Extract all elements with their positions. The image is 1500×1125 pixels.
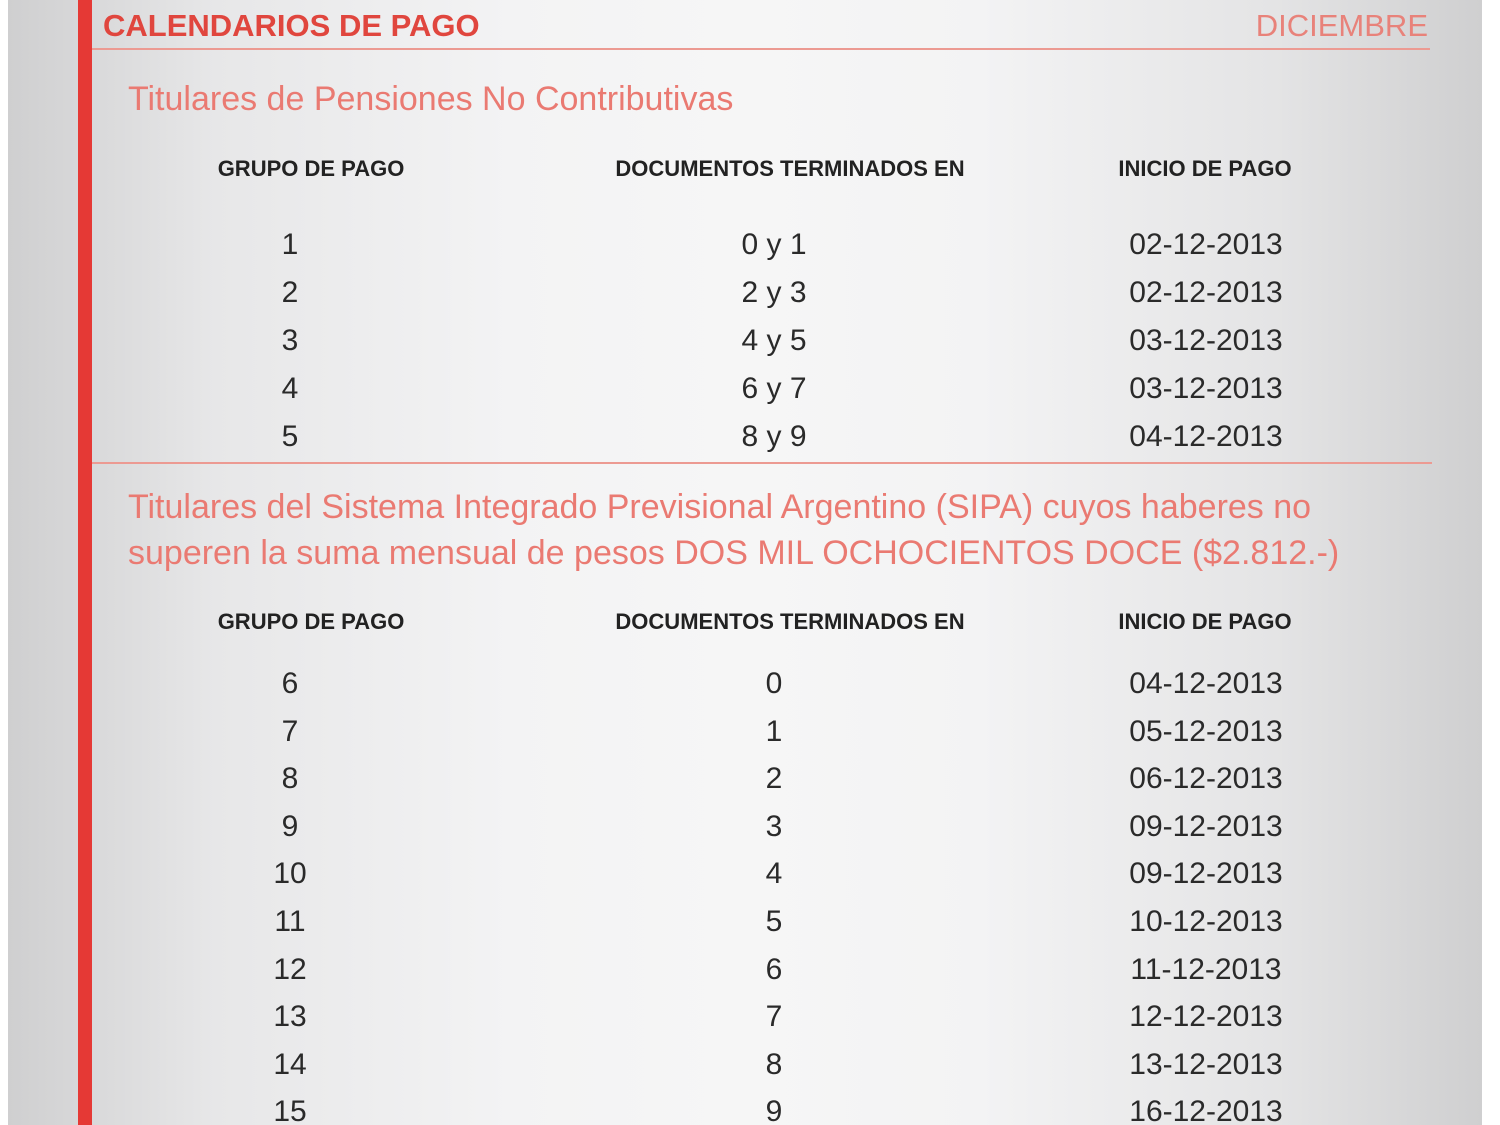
accent-bar <box>78 0 92 1125</box>
column-header-group: GRUPO DE PAGO <box>217 156 405 181</box>
cell-start: 09-12-2013 <box>1129 810 1283 843</box>
column-header-documents: DOCUMENTOS TERMINADOS EN <box>615 156 965 181</box>
cell-start: 13-12-2013 <box>1129 1048 1283 1081</box>
cell-documents: 9 <box>765 1095 783 1125</box>
cell-group: 1 <box>281 228 299 261</box>
page-title: CALENDARIOS DE PAGO <box>103 8 480 43</box>
cell-documents: 0 <box>765 667 783 700</box>
cell-documents: 4 y 5 <box>741 324 807 357</box>
cell-start: 10-12-2013 <box>1129 905 1283 938</box>
cell-documents: 2 <box>765 762 783 795</box>
section-title-line: Titulares de Pensiones No Contributivas <box>128 80 734 118</box>
cell-documents: 8 <box>765 1048 783 1081</box>
cell-group: 11 <box>274 905 306 938</box>
header-divider <box>92 48 1430 50</box>
cell-group: 3 <box>281 324 299 357</box>
cell-group: 15 <box>273 1095 307 1125</box>
cell-group: 14 <box>273 1048 307 1081</box>
cell-start: 06-12-2013 <box>1129 762 1283 795</box>
cell-start: 02-12-2013 <box>1129 228 1283 261</box>
section-title-pensiones <box>128 76 733 122</box>
column-header-group: GRUPO DE PAGO <box>217 609 405 634</box>
column-header-start: INICIO DE PAGO <box>1118 156 1292 181</box>
cell-start: 16-12-2013 <box>1129 1095 1283 1125</box>
cell-documents: 4 <box>765 857 783 890</box>
cell-group: 12 <box>273 953 307 986</box>
cell-documents: 5 <box>765 905 783 938</box>
section-title-line: Titulares del Sistema Integrado Previsional Argentino (SIPA) cuyos haberes no <box>128 488 1312 526</box>
cell-group: 6 <box>281 667 299 700</box>
cell-documents: 6 <box>765 953 783 986</box>
cell-group: 9 <box>281 810 299 843</box>
column-header-documents: DOCUMENTOS TERMINADOS EN <box>615 609 965 634</box>
cell-group: 5 <box>281 420 299 453</box>
cell-start: 04-12-2013 <box>1129 667 1283 700</box>
cell-documents: 6 y 7 <box>741 372 807 405</box>
cell-group: 7 <box>281 715 299 748</box>
cell-group: 2 <box>281 276 299 309</box>
month-label: DICIEMBRE <box>1255 8 1428 43</box>
cell-documents: 3 <box>765 810 783 843</box>
section-title-sipa <box>128 484 1339 576</box>
cell-start: 04-12-2013 <box>1129 420 1283 453</box>
cell-documents: 1 <box>765 715 783 748</box>
cell-group: 4 <box>281 372 299 405</box>
cell-documents: 7 <box>765 1000 783 1033</box>
cell-start: 05-12-2013 <box>1129 715 1283 748</box>
cell-start: 11-12-2013 <box>1130 953 1282 986</box>
cell-group: 8 <box>281 762 299 795</box>
column-header-start: INICIO DE PAGO <box>1118 609 1292 634</box>
cell-start: 12-12-2013 <box>1129 1000 1283 1033</box>
cell-documents: 2 y 3 <box>741 276 807 309</box>
cell-group: 13 <box>273 1000 307 1033</box>
cell-documents: 0 y 1 <box>741 228 807 261</box>
section-divider <box>92 462 1432 464</box>
cell-start: 02-12-2013 <box>1129 276 1283 309</box>
cell-start: 09-12-2013 <box>1129 857 1283 890</box>
cell-start: 03-12-2013 <box>1129 324 1283 357</box>
section-title-line: superen la suma mensual de pesos DOS MIL OCHOCIENTOS DOCE ($2.812.-) <box>128 534 1340 572</box>
cell-documents: 8 y 9 <box>741 420 807 453</box>
cell-start: 03-12-2013 <box>1129 372 1283 405</box>
cell-group: 10 <box>273 857 307 890</box>
